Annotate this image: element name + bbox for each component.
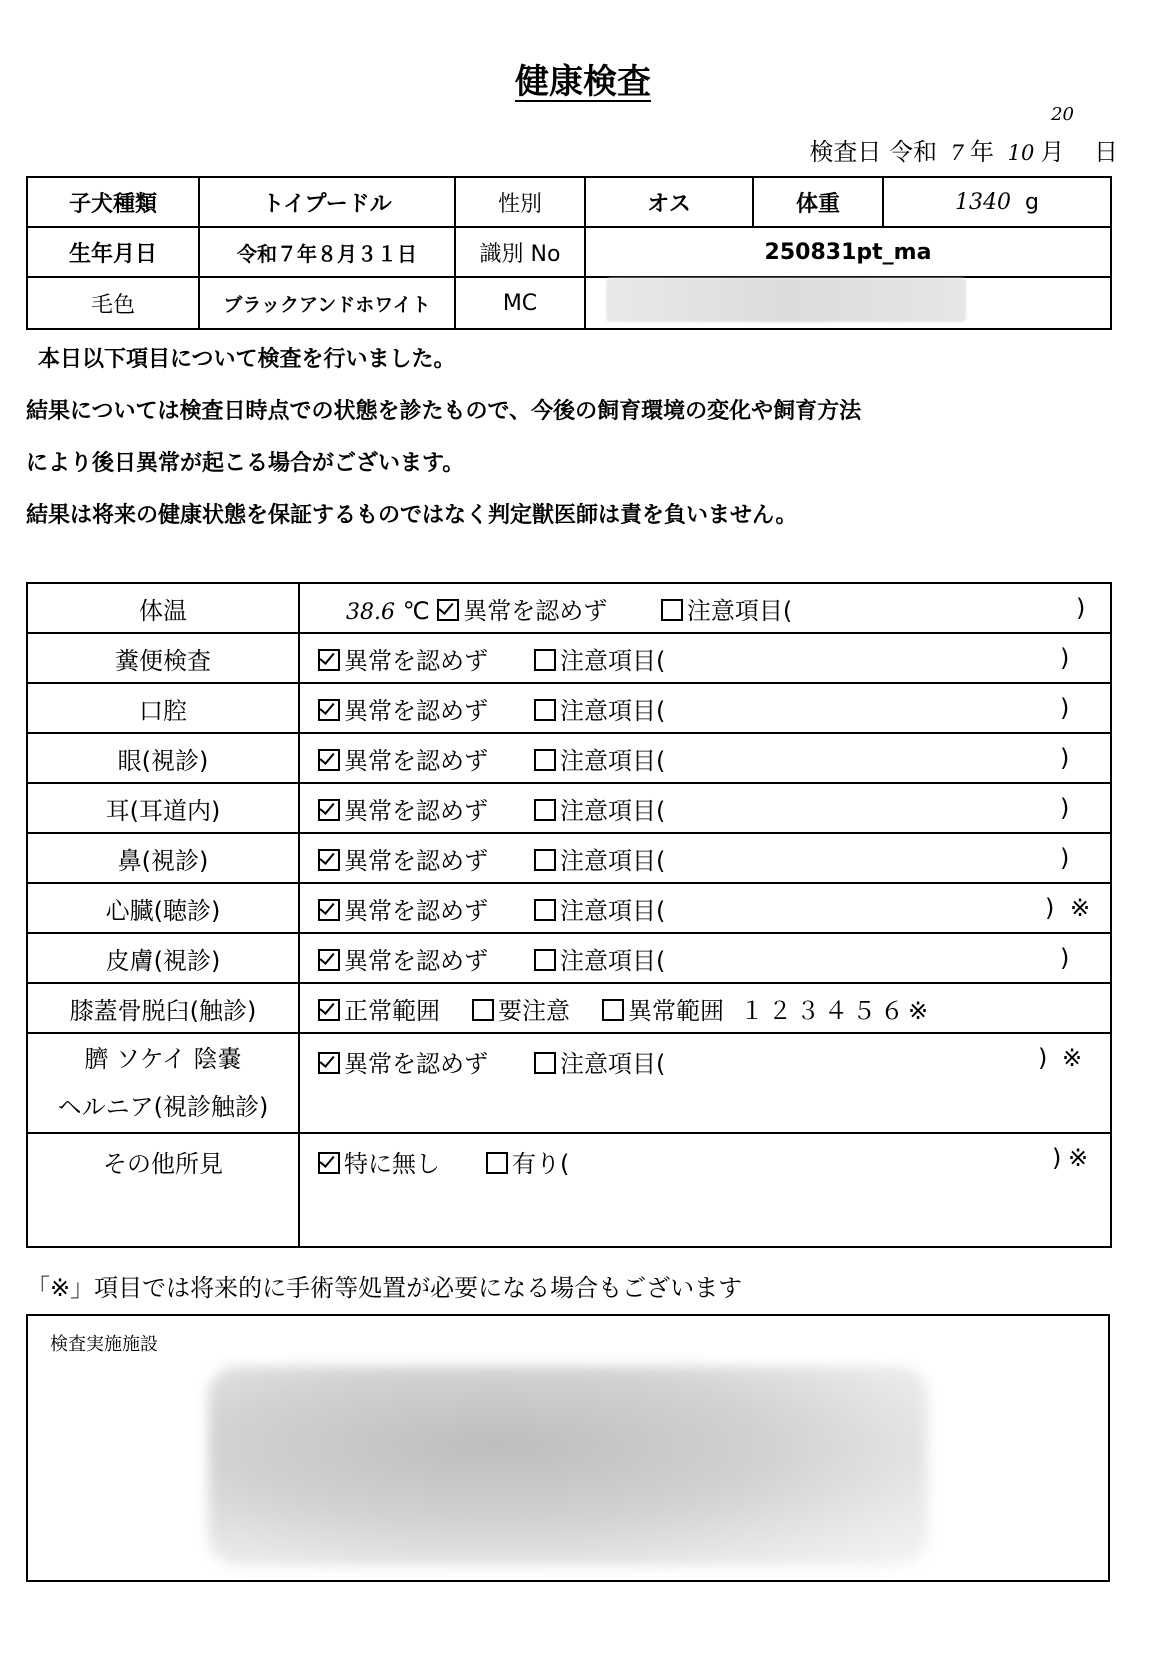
weight-cell xyxy=(883,177,1111,227)
exam-row-value: 異常を認めず 注意項目( ) xyxy=(299,783,1111,833)
weight-unit: g xyxy=(1025,189,1039,215)
patella-row: 正常範囲 要注意 異常範囲 １２３４５６※ xyxy=(299,983,1111,1033)
breed-value: トイプードル xyxy=(199,177,455,227)
caution-checkbox[interactable] xyxy=(661,599,683,621)
breed-label: 子犬種類 xyxy=(27,177,199,227)
other-label: その他所見 xyxy=(27,1133,299,1247)
normal-checkbox[interactable] xyxy=(318,849,340,871)
normal-checkbox[interactable] xyxy=(318,699,340,721)
surgery-mark: ※ xyxy=(908,996,929,1025)
note-line-2: 結果については検査日時点での状態を診たもので、今後の飼育環境の変化や飼育方法 xyxy=(26,399,862,424)
exam-row-value: 異常を認めず 注意項目( ) xyxy=(299,833,1111,883)
normal-checkbox[interactable] xyxy=(318,749,340,771)
patella-label: 膝蓋骨脱臼(触診) xyxy=(27,983,299,1033)
note-line-4: 結果は将来の健康状態を保証するものではなく判定獣医師は責を負いません。 xyxy=(26,503,798,528)
hernia-label: 臍 ソケイ 陰嚢 ヘルニア(視診触診) xyxy=(27,1033,299,1133)
other-yes-checkbox[interactable] xyxy=(486,1152,508,1174)
facility-box xyxy=(26,1314,1110,1582)
date-era: 令和 xyxy=(888,138,937,166)
other-none-checkbox[interactable] xyxy=(318,1152,340,1174)
birth-label: 生年月日 xyxy=(27,227,199,277)
birth-value: 令和７年８月３１日 xyxy=(199,227,455,277)
patella-normal-checkbox[interactable] xyxy=(318,999,340,1021)
note-line-3: により後日異常が起こる場合がございます。 xyxy=(26,451,465,476)
mc-value xyxy=(585,277,1111,329)
facility-redaction xyxy=(208,1366,928,1566)
weight-value: 1340 xyxy=(955,189,1012,215)
temp-label: 体温 xyxy=(27,583,299,633)
caution-checkbox[interactable] xyxy=(534,749,556,771)
exam-row-label: 糞便検査 xyxy=(27,633,299,683)
exam-row-value: 異常を認めず 注意項目( ) xyxy=(299,733,1111,783)
date-day: 20 xyxy=(1051,104,1074,125)
normal-checkbox[interactable] xyxy=(318,949,340,971)
exam-row-label: 口腔 xyxy=(27,683,299,733)
date-label: 検査日 xyxy=(809,138,882,166)
mc-label: MC xyxy=(455,277,585,329)
mc-redaction xyxy=(606,278,966,322)
caution-checkbox[interactable] xyxy=(534,699,556,721)
color-label: 毛色 xyxy=(27,277,199,329)
exam-row-label: 鼻(視診) xyxy=(27,833,299,883)
exam-row-value: 異常を認めず 注意項目( ) ※ xyxy=(299,883,1111,933)
sex-label: 性別 xyxy=(455,177,585,227)
hernia-row: 異常を認めず 注意項目( ) ※ xyxy=(299,1033,1111,1133)
exam-row-value: 異常を認めず 注意項目( ) xyxy=(299,933,1111,983)
normal-checkbox[interactable] xyxy=(318,1052,340,1074)
exam-row-value: 異常を認めず 注意項目( ) xyxy=(299,683,1111,733)
temp-unit: ℃ xyxy=(402,596,430,625)
caution-checkbox[interactable] xyxy=(534,649,556,671)
document-title: 健康検査 xyxy=(515,62,651,102)
normal-checkbox[interactable] xyxy=(318,799,340,821)
normal-checkbox[interactable] xyxy=(437,599,459,621)
exam-row-label: 眼(視診) xyxy=(27,733,299,783)
date-year: 7 xyxy=(950,141,964,165)
caution-checkbox[interactable] xyxy=(534,899,556,921)
temp-value: 38.6 xyxy=(346,599,395,625)
footnote: 「※」項目では将来的に手術等処置が必要になる場合もございます xyxy=(26,1274,743,1302)
id-label: 識別 No xyxy=(455,227,585,277)
caution-checkbox[interactable] xyxy=(534,949,556,971)
sex-value: オス xyxy=(585,177,753,227)
exam-table xyxy=(26,582,1112,1248)
exam-row-value: 異常を認めず 注意項目( ) xyxy=(299,633,1111,683)
caution-checkbox[interactable] xyxy=(534,849,556,871)
surgery-mark: ※ xyxy=(1062,1044,1083,1072)
exam-date: 検査日 令和 7 年 10 月 20 日 xyxy=(809,104,1118,166)
color-value: ブラックアンドホワイト xyxy=(199,277,455,329)
temp-row: 38.6 ℃ 異常を認めず 注意項目( ) xyxy=(299,583,1111,633)
patella-caution-checkbox[interactable] xyxy=(472,999,494,1021)
date-month: 10 xyxy=(1007,141,1035,165)
id-value: 250831pt_ma xyxy=(585,227,1111,277)
puppy-info-table xyxy=(26,176,1112,330)
exam-row-label: 心臓(聴診) xyxy=(27,883,299,933)
exam-row-label: 皮膚(視診) xyxy=(27,933,299,983)
caution-checkbox[interactable] xyxy=(534,1052,556,1074)
surgery-mark: ※ xyxy=(1068,1144,1089,1172)
weight-label: 体重 xyxy=(753,177,883,227)
patella-abnormal-checkbox[interactable] xyxy=(602,999,624,1021)
exam-row-label: 耳(耳道内) xyxy=(27,783,299,833)
surgery-mark: ※ xyxy=(1070,894,1091,922)
note-line-1: 本日以下項目について検査を行いました。 xyxy=(38,347,456,372)
facility-label: 検査実施施設 xyxy=(50,1334,158,1355)
caution-checkbox[interactable] xyxy=(534,799,556,821)
normal-checkbox[interactable] xyxy=(318,899,340,921)
other-row: 特に無し 有り( ) ※ xyxy=(299,1133,1111,1247)
patella-grades: １２３４５６ xyxy=(740,996,908,1025)
normal-checkbox[interactable] xyxy=(318,649,340,671)
